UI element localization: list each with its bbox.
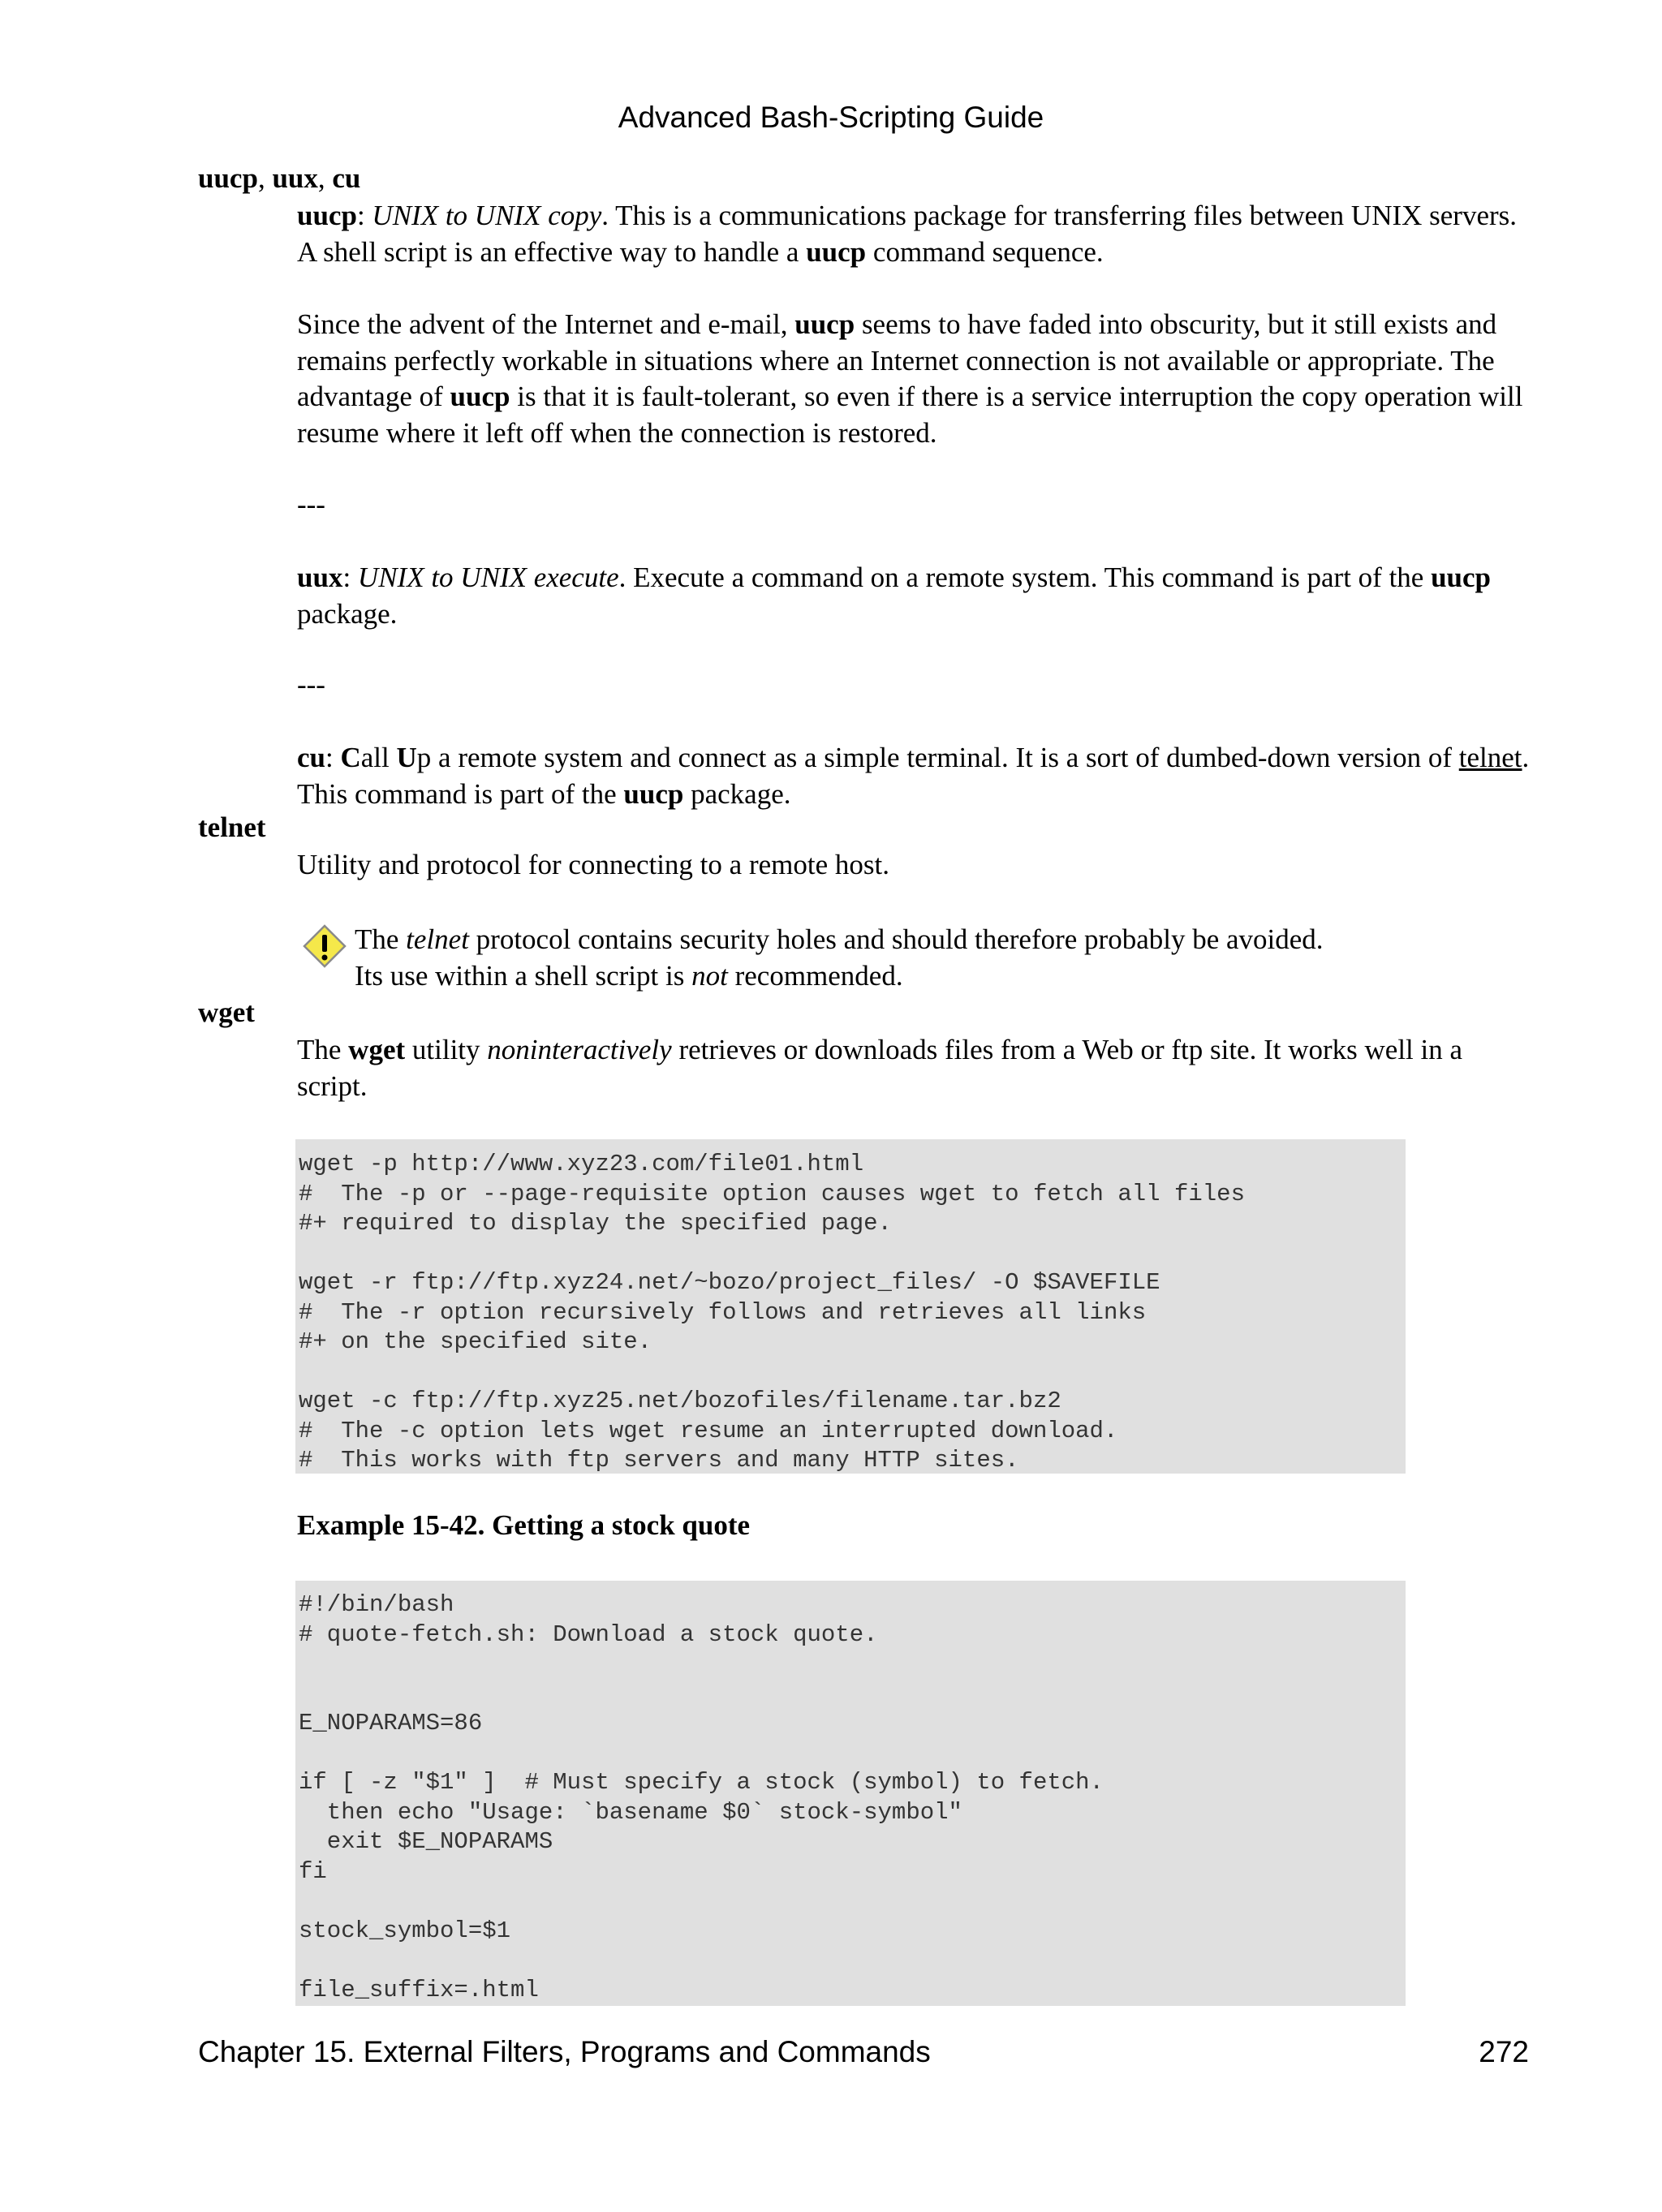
code-line: stock_symbol=$1 <box>299 1917 511 1944</box>
italic-text: UNIX to UNIX execute <box>357 562 619 593</box>
code-line <box>299 1739 1406 1769</box>
wget-description <box>297 1032 1539 1104</box>
code-line: wget -r ftp://ftp.xyz24.net/~bozo/project_files/ -O $SAVEFILE <box>299 1269 1160 1296</box>
cmd-name: uucp <box>794 308 855 340</box>
italic-text: UNIX to UNIX copy <box>372 200 602 231</box>
body-text: . This command is part of the <box>297 742 1530 810</box>
code-line: #+ on the specified site. <box>299 1328 652 1355</box>
code-line <box>299 1358 1406 1388</box>
code-line: # The -c option lets wget resume an interrupted download. <box>299 1417 1118 1444</box>
code-line: fi <box>299 1857 327 1885</box>
code-line: #+ required to display the specified page. <box>299 1210 892 1237</box>
body-text: seems to have faded into obscurity, but it still exists and remains perfectly workable in situations where an Internet connection is not available or appropriate. The advantage of <box>297 308 1497 412</box>
cmd-name: uucp <box>1431 562 1492 593</box>
body-text: package. <box>683 777 791 810</box>
body-text: . Execute a command on a remote system. This command is part of the <box>618 562 1432 593</box>
italic-text: telnet <box>406 923 469 955</box>
example-code-block <box>295 1581 1406 2006</box>
body-text: recommended. <box>727 959 903 992</box>
cmd-name: uucp <box>806 235 867 268</box>
body-text: utility <box>405 1034 488 1065</box>
cmd-name: uucp <box>297 200 357 231</box>
code-line: # The -p or --page-requisite option causes wget to fetch all files <box>299 1180 1245 1207</box>
code-line <box>299 1946 1406 1976</box>
italic-text: not <box>691 959 728 992</box>
uucp-paragraph-1 <box>297 198 1539 270</box>
code-line: # quote-fetch.sh: Download a stock quote. <box>299 1620 878 1648</box>
body-text: command sequence. <box>866 235 1104 268</box>
body-text: package. <box>297 597 398 630</box>
uucp-paragraph-2 <box>297 307 1539 451</box>
body-text: Its use within a shell script is <box>355 959 692 992</box>
colon: : <box>342 562 358 593</box>
term-separator: , <box>257 162 273 194</box>
wget-code-block <box>295 1139 1406 1474</box>
code-line: E_NOPARAMS=86 <box>299 1710 483 1736</box>
cmd-name: cu <box>297 742 325 773</box>
code-line <box>299 1680 1406 1710</box>
body-text: The <box>355 923 407 955</box>
body-text: The <box>297 1034 349 1065</box>
bold-letter: C <box>340 742 361 773</box>
cmd-name: uucp <box>450 381 510 412</box>
colon: : <box>356 200 372 231</box>
body-text: retrieves or downloads files from a Web or ftp site. It works well in a script. <box>297 1034 1463 1102</box>
cmd-name: uux <box>297 562 343 593</box>
separator: --- <box>297 488 325 520</box>
body-text: Since the advent of the Internet and e-mail, <box>297 308 795 340</box>
code-line: wget -p http://www.xyz23.com/file01.html <box>299 1151 864 1177</box>
body-text: all <box>360 742 397 773</box>
code-line: # The -r option recursively follows and retrieves all links <box>299 1298 1147 1326</box>
example-title: Example 15-42. Getting a stock quote <box>297 1509 751 1541</box>
code-line: wget -c ftp://ftp.xyz25.net/bozofiles/filename.tar.bz2 <box>299 1388 1061 1414</box>
code-line: # This works with ftp servers and many HTTP sites. <box>299 1447 1019 1474</box>
code-line <box>299 1650 1406 1680</box>
term-separator: , <box>317 162 333 194</box>
body-text: . This is a communications package for transferring files between UNIX servers. A shell script is an effective way to handle a <box>297 200 1518 268</box>
code-line <box>299 1887 1406 1917</box>
footer-chapter-title: Chapter 15. External Filters, Programs and Commands <box>198 2035 931 2068</box>
footer-page-number: 272 <box>1479 2035 1529 2068</box>
term-wget: wget <box>198 996 255 1028</box>
page-header-title: Advanced Bash-Scripting Guide <box>618 101 1044 134</box>
italic-text: noninteractively <box>487 1034 672 1065</box>
cmd-name: uucp <box>623 777 684 810</box>
telnet-link[interactable]: telnet <box>1458 742 1522 773</box>
term-uucp-uux-cu <box>198 162 360 195</box>
warning-line-1 <box>355 922 1491 958</box>
code-line: then echo "Usage: `basename $0` stock-symbol" <box>299 1798 962 1826</box>
code-line: #!/bin/bash <box>299 1591 454 1618</box>
term-cu: cu <box>332 162 361 194</box>
code-line <box>299 1239 1406 1269</box>
code-line: if [ -z "$1" ] # Must specify a stock (symbol) to fetch. <box>299 1769 1104 1796</box>
colon: : <box>325 742 341 773</box>
telnet-warning-text <box>355 922 1491 994</box>
term-telnet: telnet <box>198 811 266 843</box>
code-line: exit $E_NOPARAMS <box>299 1828 553 1855</box>
code-line: file_suffix=.html <box>299 1976 539 2003</box>
body-text: protocol contains security holes and should therefore probably be avoided. <box>468 923 1324 955</box>
term-uux: uux <box>272 162 318 194</box>
telnet-description: Utility and protocol for connecting to a remote host. <box>297 849 889 880</box>
separator: --- <box>297 669 325 700</box>
warning-icon <box>302 923 347 969</box>
term-uucp: uucp <box>198 162 258 194</box>
cu-paragraph <box>297 740 1539 812</box>
cmd-name: wget <box>348 1034 406 1065</box>
body-text: p a remote system and connect as a simple terminal. It is a sort of dumbed-down version of <box>416 742 1459 773</box>
uux-paragraph <box>297 560 1539 632</box>
bold-letter: U <box>396 742 417 773</box>
body-text: is that it is fault-tolerant, so even if there is a service interruption the copy operation will resume where it left off when the connection is restored. <box>297 381 1523 449</box>
warning-line-2 <box>355 958 1491 995</box>
